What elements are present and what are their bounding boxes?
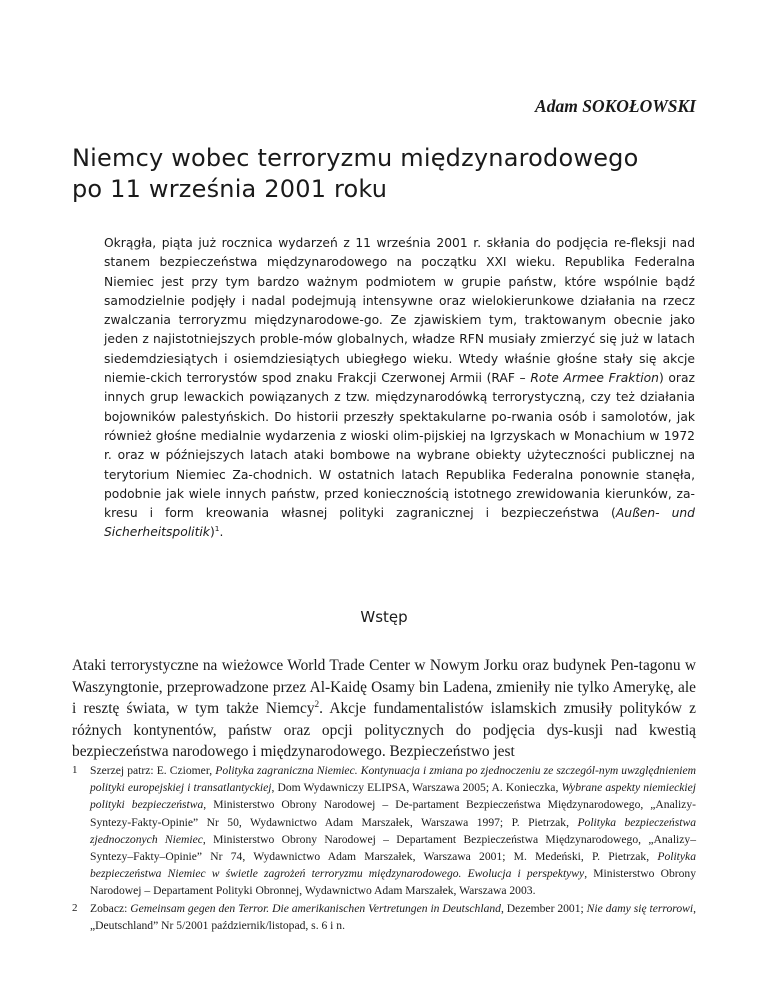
body-text: tagonu w Waszyngtonie, przeprowadzone przez Al-Kaidę Osamy bin Ladena, zmieniły nie tylko Amerykę, ale i resztę świata, w tym także Niemcy [72,657,696,717]
footnote-text: , Ministerstwo Obrony Narodowej – De-partament Bezpieczeństwa Międzynarodowego, „Analizy-Syntezy-Fakty-Opinie” Nr 50, Wydawnictwo Adam Marszałek, Warszawa 1997; P. Pietrzak, [90,798,696,829]
abstract-text: Okrągła, piąta już rocznica wydarzeń z 11 września 2001 r. skłania do podjęcia re- [104,236,631,250]
body-paragraph [72,655,696,763]
abstract-text: go. Ze zjawiskiem tym, traktowanym obecnie jako jeden z najistotniejszych proble- [104,313,695,347]
abstract-text: mów globalnych, władze RFN musiały zmierzyć się już w latach siedemdziesiątych i osiemdziesiątych ubiegłego wieku. Wtedy właśnie głośne stały się akcje niemie- [104,332,695,386]
footnote-title: Polityka bezpieczeństwa zjednoczonych Niemiec [90,815,696,846]
footnote-title: Wybrane aspekty niemieckiej polityki bezpieczeństwa [90,781,696,812]
body-text: Ataki terrorystyczne na wieżowce World Trade Center w Nowym Jorku oraz budynek Pen- [72,657,639,674]
footnote-text: , Ministerstwo Obrony Narodowej – Departament Polityki Obronnej, Wydawnictwo Adam Marszałek, Warszawa 2003. [90,867,697,898]
abstract-text: pijskiej na Igrzyskach w Monachium w 1972 r. oraz w późniejszych latach ataki bombowe na wybrane obiekty użyteczności publicznej na terytorium Niemiec Za- [104,428,695,482]
author-name: Adam SOKOŁOWSKI [535,96,696,116]
abstract-text: kresu i form kreowania własnej polityki zagranicznej i bezpieczeństwa ( [104,506,616,521]
abstract [104,234,695,543]
body-text: . Akcje fundamentalistów islamskich zmusiły polityków z różnych kontynentów, państw oraz opcji politycznych do podjęcia dys- [72,700,696,739]
footnote-title: Gemeinsam gegen den Terror. Die amerikanischen Vertretungen in Deutschland [130,901,501,915]
footnote-ref-1[interactable]: 1 [214,524,220,534]
footnote-text: , Dom Wydawniczy ELIPSA, Warszawa 2005; A. Konieczka, [271,781,562,795]
abstract-text: chodnich. W ostatnich latach Republika Federalna ponownie stanęła, podobnie jak wiele innych państw, przed koniecznością istotnego zrewidowania kierunków, za- [104,467,695,501]
footnote-title: Nie damy się terrorowi [586,901,694,915]
footnote-1 [72,762,696,900]
footnote-title: Polityka bezpieczeństwa Niemiec w świetle zagrożeń terroryzmu międzynarodowego. Ewolucja i perspektywy [90,850,696,881]
abstract-text: fleksji nad stanem bezpieczeństwa międzynarodowego na początku XXI wieku. Republika Federalna Niemiec jest przy tym bardzo ważnym podmiotem w grupie państw, które wspólnie bądź samodzielnie podjęły i nadal podejmują intensywne oraz wielokierunkowe działania na rzecz zwalczania terroryzmu międzynarodowe- [104,236,695,328]
abstract-text: ) [209,525,215,540]
title-line-2: po 11 września 2001 roku [72,175,388,203]
footnote-text: Zobacz: [90,901,131,915]
policy-term: Außen- und Sicherheitspolitik [104,506,695,540]
footnote-text: , Dezember 2001; [500,901,587,915]
raf-name: Rote Armee Fraktion [530,371,659,386]
footnote-text: , Ministerstwo Obrony Narodowej – Departament Bezpieczeństwa Międzynarodowego, „Analizy–Syntezy–Fakty–Opinie” Nr 74, Wydawnictwo Adam Marszałek, Warszawa 2001; M. Medeński, P. Pietrzak, [90,832,696,864]
article-title [72,143,712,205]
abstract-text: rwania osób i samolotów, jak również głośne medialnie wydarzenia z wioski olim- [104,409,695,443]
section-heading: Wstęp [360,608,408,626]
footnote-number: 2 [72,901,78,914]
abstract-text: ckich terrorystów spod znaku Frakcji Czerwonej Armii (RAF – [150,371,531,386]
footnote-title: Polityka zagraniczna Niemiec. Kontynuacja i zmiana po zjednoczeniu ze szczegól-nym uwzględnieniem polityki europejskiej i transatlantyckiej [90,764,697,795]
title-line-1: Niemcy wobec terroryzmu międzynarodowego [72,144,639,172]
footnote-number: 1 [72,764,78,776]
footnotes [72,762,696,934]
abstract-text: ) oraz innych grup lewackich powiązanych z tzw. międzynarodówką terrorystyczną, czy też działania bojowników palestyńskich. Do historii przeszły spektakularne po- [104,371,695,424]
abstract-text: . [219,525,224,540]
footnote-2 [72,900,696,934]
footnote-text: Szerzej patrz: E. Cziomer, [90,764,216,777]
footnote-ref-2[interactable]: 2 [314,698,320,709]
body-text: kusji nad kwestią bezpieczeństwa narodowego i międzynarodowego. Bezpieczeństwo jest [72,721,696,760]
footnote-text: , „Deutschland” Nr 5/2001 październik/listopad, s. 6 i n. [90,901,696,932]
